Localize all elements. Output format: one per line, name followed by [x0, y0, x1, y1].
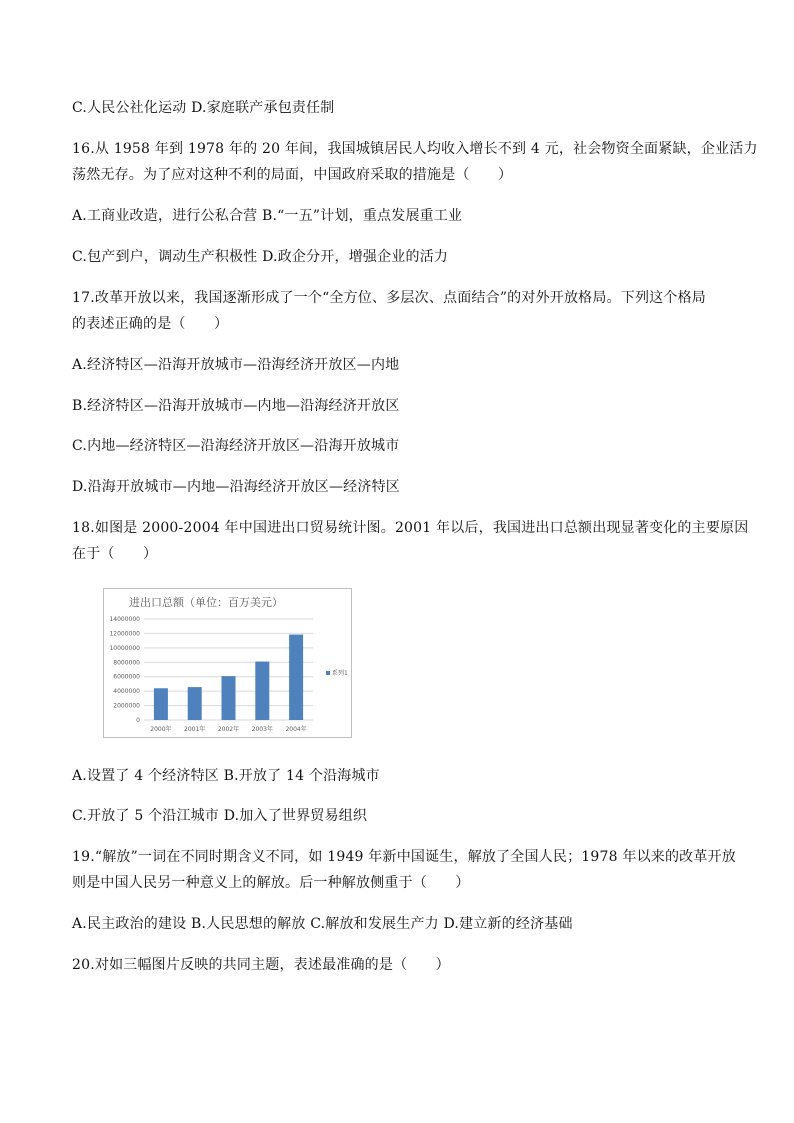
- y-tick-label: 12000000: [109, 630, 140, 638]
- legend-label: 系列1: [332, 670, 348, 677]
- q17-option-d: D.沿海开放城市—内地—沿海经济开放区—经济特区: [72, 479, 400, 495]
- chart-title: 进出口总额（单位：百万美元）: [129, 596, 283, 609]
- trade-bar-chart: [103, 588, 352, 738]
- q18-stem-2: 在于（ ）: [72, 546, 158, 562]
- q20-stem: 20.对如三幅图片反映的共同主题，表述最准确的是（ ）: [72, 957, 450, 973]
- y-tick-label: 6000000: [113, 673, 140, 681]
- q17-option-a: A.经济特区—沿海开放城市—沿海经济开放区—内地: [72, 357, 400, 373]
- bar: [222, 676, 236, 720]
- q17-stem-2: 的表述正确的是（ ）: [72, 316, 229, 332]
- q16-options-cd: C.包产到户，调动生产积极性 D.政企分开，增强企业的活力: [72, 249, 449, 265]
- bar: [154, 688, 168, 720]
- q16-stem-1: 16.从 1958 年到 1978 年的 20 年间，我国城镇居民人均收入增长不到 4 元，社会物资全面紧缺，企业活力: [72, 141, 758, 157]
- y-tick-label: 14000000: [109, 616, 140, 623]
- chart-svg: [104, 589, 351, 737]
- q17-stem-1: 17.改革开放以来，我国逐渐形成了一个“全方位、多层次、点面结合”的对外开放格局。下列这个格局: [72, 290, 706, 306]
- q16-stem-2: 荡然无存。为了应对这种不利的局面，中国政府采取的措施是（ ）: [72, 167, 513, 183]
- q17-option-c: C.内地—经济特区—沿海经济开放区—沿海开放城市: [72, 438, 400, 454]
- bar: [188, 687, 202, 720]
- y-tick-label: 10000000: [109, 644, 140, 652]
- y-tick-label: 4000000: [113, 688, 140, 696]
- legend-swatch: [326, 671, 330, 675]
- q15-options-cd: C.人民公社化运动 D.家庭联产承包责任制: [72, 100, 335, 116]
- q19-stem-1: 19.“解放”一词在不同时期含义不同，如 1949 年新中国诞生，解放了全国人民；1978 年以来的改革开放: [72, 849, 736, 865]
- bar: [255, 662, 269, 720]
- q16-options-ab: A.工商业改造，进行公私合营 B.“一五”计划，重点发展重工业: [72, 208, 463, 224]
- y-tick-label: 0: [136, 717, 140, 724]
- x-tick-label: 2004年: [285, 726, 307, 733]
- x-tick-label: 2000年: [150, 726, 172, 733]
- q19-stem-2: 则是中国人民另一种意义上的解放。后一种解放侧重于（ ）: [72, 875, 470, 891]
- q18-options-ab: A.设置了 4 个经济特区 B.开放了 14 个沿海城市: [72, 768, 380, 784]
- y-tick-label: 8000000: [113, 659, 140, 667]
- x-tick-label: 2002年: [217, 726, 240, 733]
- y-tick-label: 2000000: [113, 702, 140, 710]
- q18-stem-1: 18.如图是 2000-2004 年中国进出口贸易统计图。2001 年以后，我国进出口总额出现显著变化的主要原因: [72, 520, 749, 536]
- x-tick-label: 2001年: [184, 726, 206, 733]
- bar: [289, 635, 303, 720]
- q17-option-b: B.经济特区—沿海开放城市—内地—沿海经济开放区: [72, 398, 400, 414]
- q19-options: A.民主政治的建设 B.人民思想的解放 C.解放和发展生产力 D.建立新的经济基础: [72, 916, 573, 932]
- q18-options-cd: C.开放了 5 个沿江城市 D.加入了世界贸易组织: [72, 808, 368, 824]
- x-tick-label: 2003年: [251, 726, 273, 733]
